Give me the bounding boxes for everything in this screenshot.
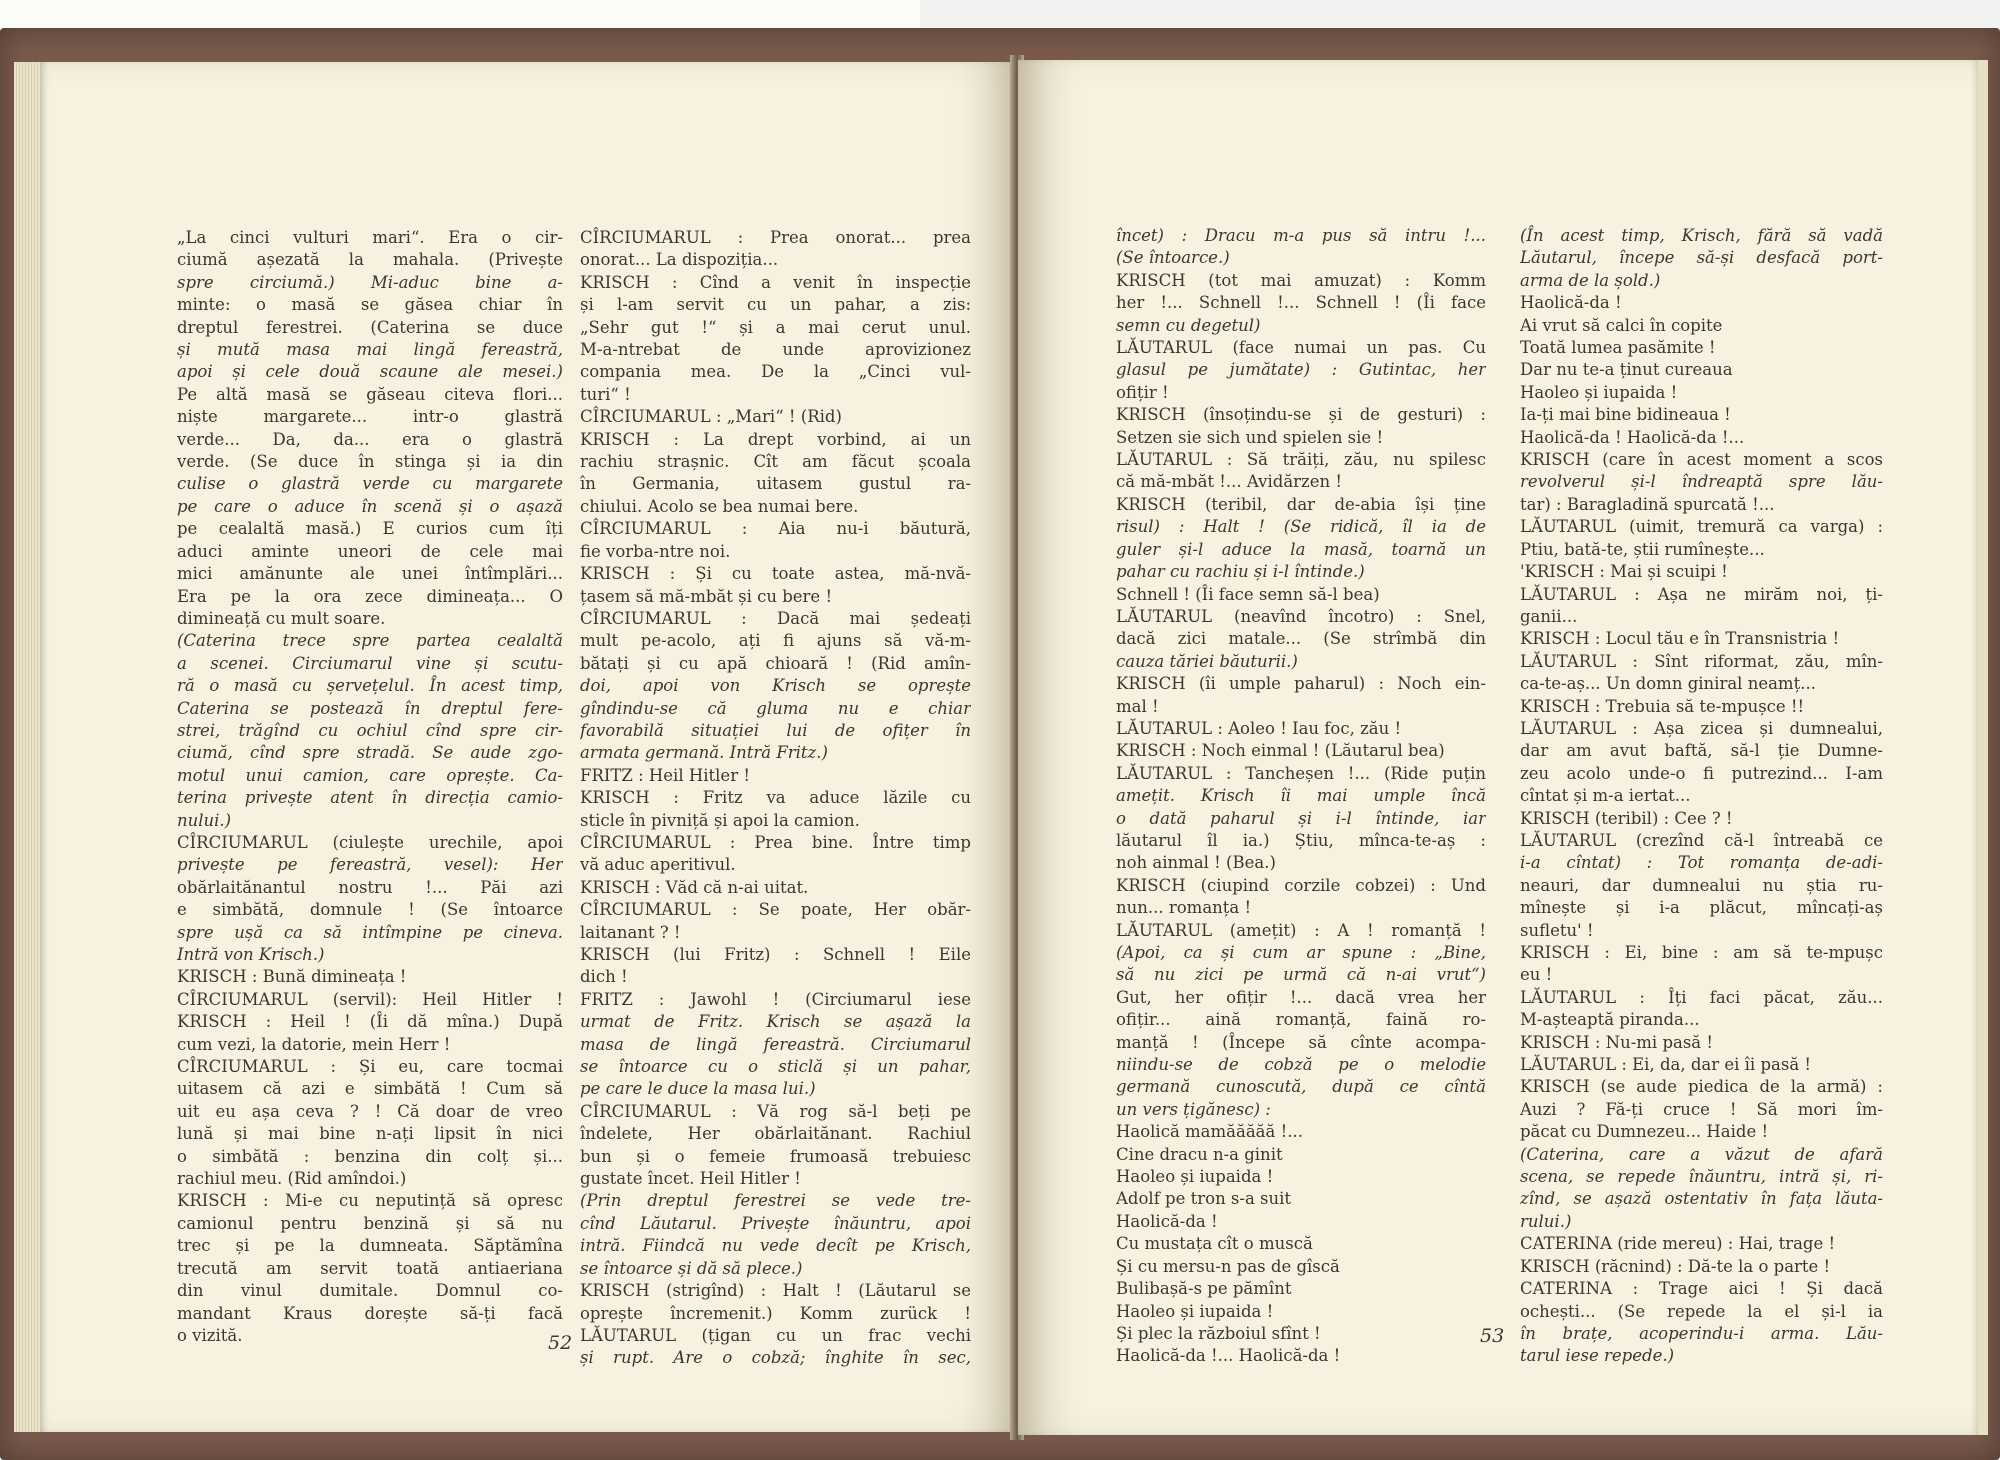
text-line: LĂUTARUL (crezînd că-l întreabă ce	[1520, 830, 1883, 850]
text-line: păcat cu Dumnezeu... Haide !	[1520, 1122, 1769, 1142]
text-line: dar am avut baftă, să-l ție Dumne-	[1520, 741, 1883, 761]
text-line: revolverul și-l îndreaptă spre lău-	[1520, 472, 1883, 492]
text-line: turi“ !	[580, 384, 631, 404]
text-line: Ia-ți mai bine bidineaua !	[1520, 405, 1731, 425]
text-line: ciumă așezată la mahala. (Privește	[177, 250, 563, 270]
text-line: CÎRCIUMARUL : Aia nu-i băutură,	[580, 519, 971, 539]
text-line: LĂUTARUL (face numai un pas. Cu	[1116, 338, 1486, 358]
text-line: și rupt. Are o cobză; înghite în sec,	[580, 1348, 971, 1368]
text-line: cum vezi, la datorie, mein Herr !	[177, 1034, 451, 1054]
text-line: KRISCH (care în acest moment a scos	[1520, 450, 1883, 470]
text-line: și mută masa mai lingă fereastră,	[177, 340, 563, 360]
text-line: spre ușă ca să intîmpine pe cineva.	[177, 922, 563, 942]
text-line: ochești... (Se repede la el și-l ia	[1520, 1301, 1883, 1321]
text-line: arma de la șold.)	[1520, 270, 1661, 290]
text-line: CÎRCIUMARUL : Se poate, Her obăr-	[580, 900, 971, 920]
text-line: KRISCH (teribil, dar de-abia își ține	[1116, 494, 1486, 514]
text-line: noh ainmal ! (Bea.)	[1116, 853, 1276, 873]
text-line: tar) : Baragladină spurcată !...	[1520, 494, 1775, 514]
right-page-column-1	[1116, 225, 1486, 1368]
text-line: LĂUTARUL : Ei, da, dar ei îi pasă !	[1520, 1055, 1812, 1075]
text-line: pahar cu rachiu și i-l întinde.)	[1116, 562, 1365, 582]
text-line: LĂUTARUL : Îți faci păcat, zău...	[1520, 987, 1883, 1007]
text-line: Haolică-da !	[1116, 1211, 1218, 1231]
previous-page-strip	[0, 0, 920, 31]
text-line: încet) : Dracu m-a pus să intru !...	[1116, 226, 1486, 245]
text-line: mînește și i-a plăcut, mîncați-aș	[1520, 898, 1883, 918]
text-line: Auzi ? Fă-ți cruce ! Să mori îm-	[1520, 1099, 1883, 1119]
text-line: KRISCH : Trebuia să te-mpușce !!	[1520, 696, 1805, 716]
text-line: că mă-mbăt !... Avidărzen !	[1116, 472, 1343, 492]
text-line: CÎRCIUMARUL : Prea bine. Între timp	[580, 832, 971, 852]
text-line: glasul pe jumătate) : Gutintac, her	[1116, 360, 1486, 380]
text-line: KRISCH : Și cu toate astea, mă-nvă-	[580, 564, 971, 584]
text-line: germană cunoscută, după ce cîntă	[1116, 1077, 1486, 1097]
text-line: îndelete, Her obărlaitănant. Rachiul	[580, 1124, 971, 1144]
text-line: zînd, se așază ostentativ în fața lăuta-	[1520, 1189, 1883, 1209]
left-page-column-1	[177, 227, 563, 1347]
text-line: scena, se repede înăuntru, intră și, ri-	[1520, 1167, 1883, 1187]
text-line: fie vorba-ntre noi.	[580, 541, 731, 561]
text-line: mal !	[1116, 696, 1159, 716]
text-line: oprește încremenit.) Komm zurück !	[580, 1303, 971, 1323]
text-line: lună și mai bine n-ați lipsit în nici	[177, 1124, 563, 1144]
text-line: o dată paharul și i-l întinde, iar	[1116, 808, 1486, 828]
text-line: Și plec la războiul sfînt !	[1116, 1323, 1321, 1343]
text-line: LĂUTARUL : Tancheșen !... (Ride puțin	[1116, 763, 1486, 783]
text-line: o simbătă : benzina din colț și...	[177, 1146, 563, 1166]
text-line: și l-am servit cu un pahar, a zis:	[580, 295, 971, 315]
text-line: verde. (Se duce în stinga și ia din	[177, 452, 563, 472]
text-line: dich !	[580, 967, 628, 987]
text-line: țasem să mă-mbăt și cu bere !	[580, 586, 833, 606]
text-line: Cu mustața cît o muscă	[1116, 1234, 1313, 1254]
text-line: CÎRCIUMARUL : Prea onorat... prea	[580, 228, 971, 247]
text-line: Haolică mamăăăăă !...	[1116, 1122, 1303, 1142]
text-line: Haoleo și iupaida !	[1116, 1301, 1274, 1321]
text-line: ofițir !	[1116, 382, 1169, 402]
text-line: în brațe, acoperindu-i arma. Lău-	[1520, 1323, 1883, 1343]
text-line: amețit. Krisch îi mai umple încă	[1116, 786, 1486, 806]
text-line: apoi și cele două scaune ale mesei.)	[177, 362, 563, 382]
text-line: KRISCH : Heil ! (Îi dă mîna.) După	[177, 1012, 563, 1032]
text-line: chiului. Acolo se bea numai bere.	[580, 496, 859, 516]
text-line: KRISCH (se aude piedica de la armă) :	[1520, 1077, 1883, 1097]
text-line: masa de lingă fereastră. Circiumarul	[580, 1034, 971, 1054]
text-line: pe care o aduce în scenă și o așază	[177, 496, 563, 516]
text-line: (În acest timp, Krisch, fără să vadă	[1520, 226, 1883, 245]
text-line: Ai vrut să calci în copite	[1520, 315, 1723, 335]
text-line: LĂUTARUL (neavînd încotro) : Snel,	[1116, 606, 1486, 626]
text-line: risul) : Halt ! (Se ridică, îl ia de	[1116, 517, 1486, 537]
text-line: nun... romanța !	[1116, 898, 1252, 918]
text-line: M-așteaptă piranda...	[1520, 1010, 1700, 1030]
text-line: nului.)	[177, 810, 232, 830]
text-line: cîntat și m-a iertat...	[1520, 786, 1691, 806]
text-line: Haolică-da ! Haolică-da !...	[1520, 427, 1745, 447]
text-line: strei, trăgînd cu ochiul cînd spre cir-	[177, 720, 563, 740]
page-number-left: 52	[548, 1332, 573, 1354]
text-line: compania mea. De la „Cinci vul-	[580, 362, 971, 382]
text-line: dimineață cu mult soare.	[177, 608, 386, 628]
text-line: her !... Schnell !... Schnell ! (Îi face	[1116, 293, 1486, 313]
text-line: (Se întoarce.)	[1116, 248, 1230, 268]
text-line: mici amănunte ale unei întîmplări...	[177, 564, 563, 584]
text-line: KRISCH (teribil) : Cee ? !	[1520, 808, 1733, 828]
text-line: verde... Da, da... era o glastră	[177, 429, 563, 449]
text-line: cînd Lăutarul. Privește înăuntru, apoi	[580, 1213, 971, 1233]
text-line: armata germană. Intră Fritz.)	[580, 743, 828, 763]
text-line: uitasem că azi e simbătă ! Cum să	[177, 1079, 563, 1099]
text-line: în Germania, uitasem gustul ra-	[580, 474, 971, 494]
text-line: FRITZ : Heil Hitler !	[580, 765, 750, 785]
text-line: KRISCH (îi umple paharul) : Noch ein-	[1116, 674, 1486, 694]
text-line: un vers țigănesc) :	[1116, 1099, 1271, 1119]
text-line: a scenei. Circiumarul vine și scutu-	[177, 653, 563, 673]
text-line: Cine dracu n-a ginit	[1116, 1144, 1283, 1164]
text-line: minte: o masă se găsea chiar în	[177, 295, 563, 315]
text-line: vă aduc aperitivul.	[580, 855, 736, 875]
text-line: „La cinci vulturi mari“. Era o cir-	[177, 228, 563, 247]
text-line: LĂUTARUL : Sînt riformat, zău, mîn-	[1520, 651, 1883, 671]
text-line: culise o glastră verde cu margarete	[177, 474, 563, 494]
text-line: uit eu așa ceva ? ! Că doar de vreo	[177, 1101, 563, 1121]
text-line: CATERINA : Trage aici ! Și dacă	[1520, 1279, 1883, 1299]
text-line: bătați și cu apă chioară ! (Rid amîn-	[580, 653, 971, 673]
text-line: LĂUTARUL : Așa zicea și dumnealui,	[1520, 718, 1883, 738]
text-line: KRISCH : Cînd a venit în inspecție	[580, 272, 971, 292]
text-line: tarul iese repede.)	[1520, 1346, 1675, 1366]
text-line: CÎRCIUMARUL : „Mari“ ! (Rid)	[580, 407, 842, 427]
text-line: pe care le duce la masa lui.)	[580, 1079, 816, 1099]
text-line: Ptiu, bată-te, știi rumînește...	[1520, 539, 1765, 559]
text-line: Toată lumea pasămite !	[1520, 338, 1716, 358]
text-line: rachiu strașnic. Cît am făcut școala	[580, 452, 971, 472]
text-line: terina privește atent în direcția camio-	[177, 788, 563, 808]
text-line: KRISCH (ciupind corzile cobzei) : Und	[1116, 875, 1486, 895]
page-stack-edge	[14, 62, 40, 1432]
text-line: KRISCH (tot mai amuzat) : Komm	[1116, 270, 1486, 290]
text-line: Setzen sie sich und spielen sie !	[1116, 427, 1384, 447]
text-line: se întoarce cu o sticlă și un pahar,	[580, 1057, 971, 1077]
text-line: ganii...	[1520, 606, 1578, 626]
text-line: M-a-ntrebat de unde aprovizionez	[580, 340, 971, 360]
text-line: Și cu mersu-n pas de gîscă	[1116, 1256, 1340, 1276]
right-page-edge	[1978, 60, 1988, 1435]
right-page	[1018, 60, 1978, 1435]
text-line: KRISCH (răcnind) : Dă-te la o parte !	[1520, 1256, 1831, 1276]
text-line: KRISCH (lui Fritz) : Schnell ! Eile	[580, 945, 971, 964]
text-line: Caterina se postează în dreptul fere-	[177, 698, 563, 718]
text-line: KRISCH : Locul tău e în Transnistria !	[1520, 629, 1840, 649]
text-line: LĂUTARUL (țigan cu un frac vechi	[580, 1325, 971, 1345]
text-line: bun și o femeie frumoasă trebuiesc	[580, 1146, 971, 1166]
text-line: ofițir... aină romanță, faină ro-	[1116, 1010, 1486, 1030]
text-line: „Sehr gut !“ și a mai cerut unul.	[580, 317, 971, 337]
text-line: KRISCH : La drept vorbind, ai un	[580, 429, 971, 449]
text-line: zeu acolo unde-o fi putrezind... I-am	[1520, 763, 1883, 783]
text-line: neauri, dar dumnealui nu știa ru-	[1520, 875, 1883, 895]
text-line: Adolf pe tron s-a suit	[1116, 1189, 1292, 1209]
left-page-column-2	[580, 227, 971, 1370]
text-line: ciumă, cînd spre stradă. Se aude zgo-	[177, 743, 563, 763]
text-line: semn cu degetul)	[1116, 315, 1261, 335]
text-line: eu !	[1520, 965, 1553, 985]
text-line: motul unui camion, care oprește. Ca-	[177, 765, 563, 785]
text-line: LĂUTARUL (amețit) : A ! romanță !	[1116, 920, 1486, 940]
text-line: dacă zici matale... (Se strîmbă din	[1116, 629, 1486, 649]
text-line: KRISCH : Noch einmal ! (Lăutarul bea)	[1116, 741, 1445, 761]
text-line: KRISCH (strigînd) : Halt ! (Lăutarul se	[580, 1281, 971, 1301]
text-line: o vizită.	[177, 1325, 243, 1345]
text-line: (Apoi, ca și cum ar spune : „Bine,	[1116, 943, 1486, 962]
text-line: KRISCH : Ei, bine : am să te-mpușc	[1520, 943, 1883, 962]
text-line: (Caterina trece spre partea cealaltă	[177, 631, 563, 651]
text-line: KRISCH : Fritz va aduce lăzile cu	[580, 788, 971, 808]
text-line: trecută am servit toată antiaeriana	[177, 1258, 563, 1278]
right-page-column-2	[1520, 225, 1883, 1368]
text-line: dreptul ferestrei. (Caterina se duce	[177, 317, 563, 337]
text-line: privește pe fereastră, vesel): Her	[177, 855, 563, 875]
text-line: Dar nu te-a ținut cureaua	[1520, 360, 1733, 380]
text-line: 'KRISCH : Mai și scuipi !	[1520, 562, 1728, 582]
text-line: rachiul meu. (Rid amîndoi.)	[177, 1169, 407, 1189]
text-line: LĂUTARUL : Așa ne mirăm noi, ți-	[1520, 584, 1883, 604]
text-line: niște margarete... intr-o glastră	[177, 407, 563, 427]
text-line: aduci aminte uneori de cele mai	[177, 541, 563, 561]
text-line: KRISCH : Nu-mi pasă !	[1520, 1032, 1714, 1052]
text-line: niindu-se de cobză pe o melodie	[1116, 1055, 1486, 1075]
text-line: lăutarul îl ia.) Știu, mînca-te-aș :	[1116, 830, 1486, 850]
page-number-right: 53	[1480, 1325, 1505, 1347]
text-line: Pe altă masă se găseau citeva flori...	[177, 384, 563, 404]
text-line: Era pe la ora zece dimineața... O	[177, 586, 563, 606]
text-line: ră o masă cu șervețelul. În acest timp,	[177, 676, 563, 696]
text-line: LĂUTARUL : Să trăiți, zău, nu spilesc	[1116, 450, 1486, 470]
text-line: CATERINA (ride mereu) : Hai, trage !	[1520, 1234, 1836, 1254]
text-line: sufletu' !	[1520, 920, 1594, 940]
text-line: CÎRCIUMARUL : Vă rog să-l beți pe	[580, 1101, 971, 1121]
text-line: KRISCH : Mi-e cu neputință să opresc	[177, 1191, 563, 1211]
text-line: din vinul dumitale. Domnul co-	[177, 1281, 563, 1301]
text-line: obărlaitănantul nostru !... Păi azi	[177, 877, 563, 897]
text-line: Haolică-da !	[1520, 293, 1622, 313]
text-line: Schnell ! (Îi face semn să-l bea)	[1116, 584, 1380, 604]
text-line: (Prin dreptul ferestrei se vede tre-	[580, 1191, 971, 1211]
text-line: onorat... La dispoziția...	[580, 250, 779, 270]
text-line: spre circiumă.) Mi-aduc bine a-	[177, 272, 563, 292]
text-line: mandant Kraus dorește să-ți facă	[177, 1303, 563, 1323]
left-page	[40, 62, 1015, 1432]
text-line: rului.)	[1520, 1211, 1572, 1231]
text-line: gîndindu-se că gluma nu e chiar	[580, 698, 971, 718]
text-line: CÎRCIUMARUL (servil): Heil Hitler !	[177, 989, 563, 1009]
text-line: urmat de Fritz. Krisch se așază la	[580, 1012, 971, 1032]
text-line: sticle în pivniță și apoi la camion.	[580, 810, 860, 830]
text-line: laitanant ? !	[580, 922, 681, 942]
text-line: trec și pe la dumneata. Săptămîna	[177, 1236, 563, 1256]
text-line: să nu zici pe urmă că n-ai vrut“)	[1116, 965, 1486, 985]
text-line: KRISCH (însoțindu-se și de gesturi) :	[1116, 405, 1486, 425]
text-line: (Caterina, care a văzut de afară	[1520, 1144, 1883, 1164]
text-line: LĂUTARUL (uimit, tremură ca varga) :	[1520, 517, 1883, 537]
text-line: CÎRCIUMARUL : Și eu, care tocmai	[177, 1057, 563, 1077]
text-line: Bulibașă-s pe pămînt	[1116, 1279, 1292, 1299]
text-line: ca-te-aș... Un domn giniral neamț...	[1520, 674, 1816, 694]
text-line: doi, apoi von Krisch se oprește	[580, 676, 971, 696]
text-line: KRISCH : Bună dimineața !	[177, 967, 407, 987]
text-line: camionul pentru benzină și să nu	[177, 1213, 563, 1233]
text-line: manță ! (Începe să cînte acompa-	[1116, 1032, 1486, 1052]
text-line: se întoarce și dă să plece.)	[580, 1258, 803, 1278]
text-line: mult pe-acolo, ați fi ajuns să vă-m-	[580, 631, 971, 651]
text-line: e simbătă, domnule ! (Se întoarce	[177, 900, 563, 920]
text-line: pe cealaltă masă.) E curios cum îți	[177, 519, 563, 539]
text-line: favorabilă situației lui de ofițer în	[580, 720, 971, 740]
text-line: CÎRCIUMARUL (ciulește urechile, apoi	[177, 832, 563, 852]
text-line: i-a cîntat) : Tot romanța de-adi-	[1520, 853, 1883, 873]
text-line: Intră von Krisch.)	[177, 945, 325, 964]
text-line: Lăutarul, începe să-și desfacă port-	[1520, 248, 1883, 268]
text-line: Haolică-da !... Haolică-da !	[1116, 1346, 1341, 1366]
text-line: Gut, her ofițir !... dacă vrea her	[1116, 987, 1486, 1007]
text-line: Haoleo și iupaida !	[1520, 382, 1678, 402]
text-line: KRISCH : Văd că n-ai uitat.	[580, 877, 809, 897]
text-line: gustate încet. Heil Hitler !	[580, 1169, 801, 1189]
text-line: intră. Fiindcă nu vede decît pe Krisch,	[580, 1236, 971, 1256]
text-line: Haoleo și iupaida !	[1116, 1167, 1274, 1187]
text-line: LĂUTARUL : Aoleo ! Iau foc, zău !	[1116, 718, 1402, 738]
text-line: cauza tăriei băuturii.)	[1116, 651, 1298, 671]
text-line: guler și-l aduce la masă, toarnă un	[1116, 539, 1486, 559]
text-line: CÎRCIUMARUL : Dacă mai ședeați	[580, 608, 971, 628]
text-line: FRITZ : Jawohl ! (Circiumarul iese	[580, 989, 971, 1009]
